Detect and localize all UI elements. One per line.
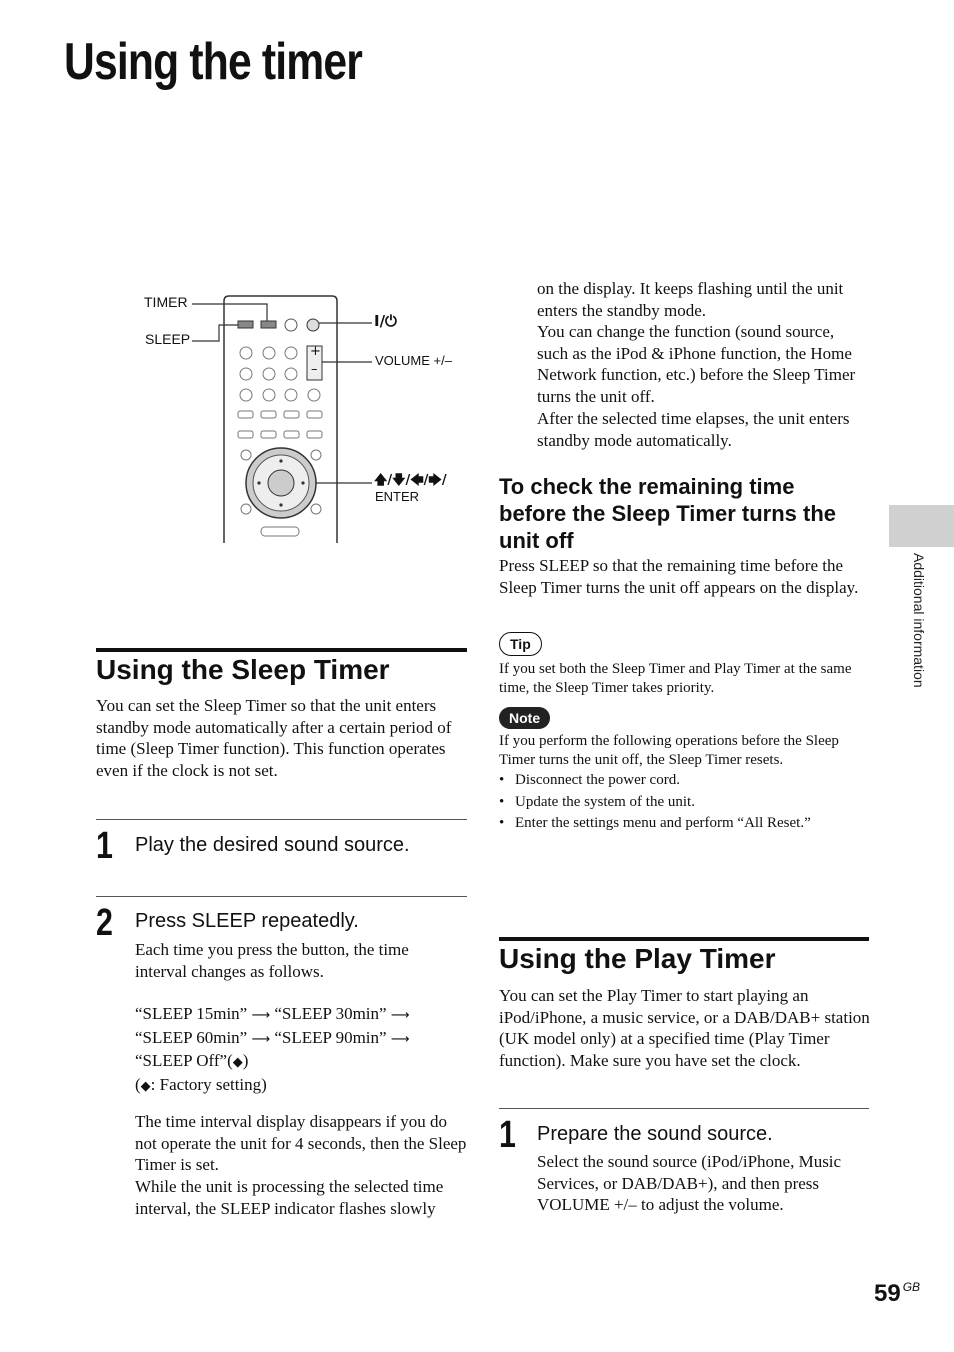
sleep-timer-heading: Using the Sleep Timer bbox=[96, 654, 390, 685]
arrows-label: 🡅/🡇/🡄/🡆/ bbox=[374, 473, 447, 488]
step-text: Select the sound source (iPod/iPhone, Music Services, or DAB/DAB+), and then press VOLUME +/– to adjust the volume. bbox=[537, 1152, 842, 1215]
list-item: • Enter the settings menu and perform “All Reset.” bbox=[499, 813, 869, 835]
remote-figure bbox=[140, 285, 470, 550]
section-tab bbox=[889, 505, 954, 547]
check-remaining-heading: To check the remaining time before the Sleep Timer turns the unit off bbox=[499, 474, 837, 553]
sequence-item: “SLEEP 90min” bbox=[274, 1027, 387, 1047]
power-label: I/⏻ bbox=[374, 312, 397, 330]
step-text: You can change the function (sound source, such as the iPod & iPhone function, the Home Network function, etc.) before the Sleep Timer turns the unit off. bbox=[537, 322, 856, 407]
step-rule bbox=[96, 896, 467, 897]
sleep-label: SLEEP bbox=[145, 331, 191, 347]
step-text: on the display. It keeps flashing until the unit enters the standby mode. bbox=[537, 279, 844, 320]
factory-setting-note: : Factory setting) bbox=[150, 1075, 267, 1095]
play-timer-heading: Using the Play Timer bbox=[499, 943, 776, 974]
volume-plus-label: + bbox=[310, 344, 321, 359]
step-rule bbox=[499, 1108, 869, 1109]
section-rule bbox=[96, 648, 467, 652]
sequence-item: “SLEEP 60min” bbox=[135, 1027, 248, 1047]
step-text: After the selected time elapses, the unit enters standby mode automatically. bbox=[537, 409, 850, 450]
play-timer-intro: You can set the Play Timer to start playing an iPod/iPhone, a music service, or a DAB/DAB+ station (UK model only) at a specified time (Play Timer function). Make sure you have set the clock. bbox=[499, 986, 870, 1071]
note-bullet-list bbox=[499, 770, 869, 835]
sequence-item: “SLEEP Off”( bbox=[135, 1051, 233, 1071]
step-heading: Press SLEEP repeatedly. bbox=[135, 910, 359, 932]
sequence-item: “SLEEP 30min” bbox=[274, 1004, 387, 1023]
step-number: 2 bbox=[96, 902, 113, 944]
enter-label: ENTER bbox=[375, 489, 420, 504]
sleep-timer-intro: You can set the Sleep Timer so that the unit enters standby mode automatically after a certain period of time (Sleep Timer function). This function operates even if the clock is not set. bbox=[96, 696, 452, 781]
section-side-label: Additional information bbox=[911, 553, 927, 688]
page-number: 59 $^{GB}$ bbox=[874, 1280, 921, 1307]
list-item: • Update the system of the unit. bbox=[499, 792, 869, 814]
step-number: 1 bbox=[499, 1114, 516, 1156]
volume-label: VOLUME +/– bbox=[375, 353, 452, 368]
tip-text: If you set both the Sleep Timer and Play Timer at the same time, the Sleep Timer takes priority. bbox=[499, 661, 852, 696]
tip-badge: Tip bbox=[499, 632, 542, 656]
sleep-sequence: “SLEEP 15min” ⟶ “SLEEP 30min” ⟶ “SLEEP 60min” ⟶ “SLEEP 90min” ⟶ “SLEEP Off”(◆) (◆: Factory setting) bbox=[135, 1004, 410, 1095]
timer-label: TIMER bbox=[144, 294, 188, 310]
volume-minus-label: – bbox=[311, 362, 318, 377]
step-text: Each time you press the button, the time interval changes as follows. bbox=[135, 940, 409, 981]
step-text: The time interval display disappears if you do not operate the unit for 4 seconds, then the Sleep Timer is set. bbox=[135, 1112, 467, 1175]
check-remaining-text: Press SLEEP so that the remaining time before the Sleep Timer turns the unit off appears on the display. bbox=[499, 556, 859, 597]
note-text: If you perform the following operations before the Sleep Timer turns the unit off, the Sleep Timer resets. bbox=[499, 733, 839, 768]
step-number: 1 bbox=[96, 825, 113, 867]
note-badge: Note bbox=[499, 707, 550, 729]
diamond-icon: ◆ bbox=[140, 1079, 151, 1095]
page-title: Using the timer bbox=[64, 33, 363, 91]
list-item: • Disconnect the power cord. bbox=[499, 770, 869, 792]
diamond-icon: ◆ bbox=[232, 1055, 243, 1071]
step-text: While the unit is processing the selected time interval, the SLEEP indicator flashes slowly bbox=[135, 1177, 444, 1218]
step-heading: Prepare the sound source. bbox=[537, 1123, 773, 1145]
section-rule bbox=[499, 937, 869, 941]
sequence-item: “SLEEP 15min” bbox=[135, 1004, 248, 1023]
step-heading: Play the desired sound source. bbox=[135, 834, 410, 856]
step-rule bbox=[96, 819, 467, 820]
remote-control-illustration bbox=[140, 285, 470, 550]
